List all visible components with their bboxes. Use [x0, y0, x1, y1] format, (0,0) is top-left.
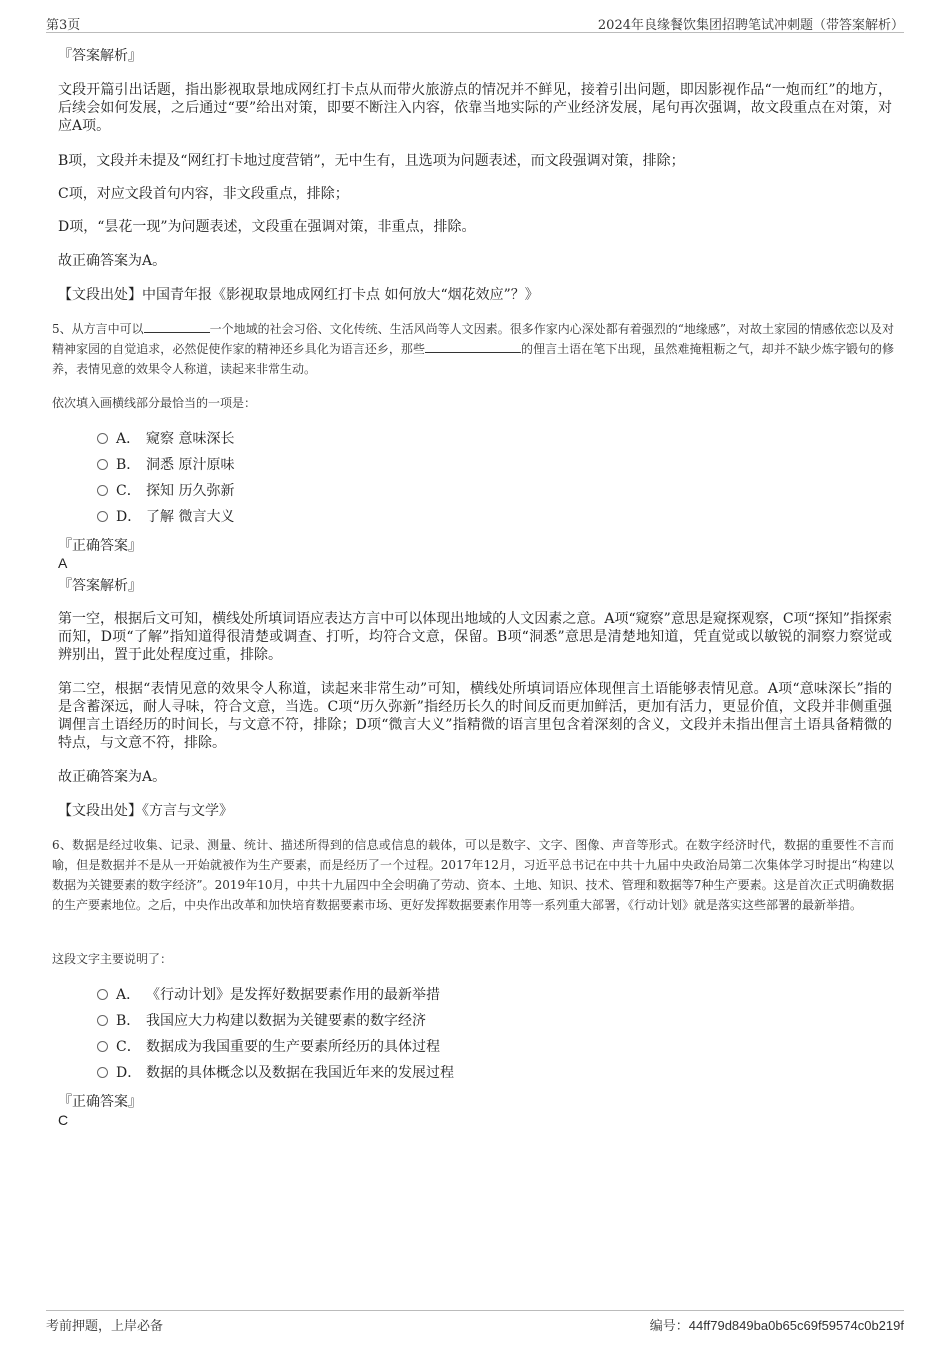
q5-option-a[interactable]: A． 窥察 意味深长 [97, 429, 234, 449]
radio-button-icon[interactable] [97, 1015, 108, 1026]
radio-button-icon[interactable] [97, 485, 108, 496]
footer-slogan: 考前押题，上岸必备 [46, 1319, 164, 1334]
q6-prompt: 这段文字主要说明了： [52, 952, 173, 966]
q5-prompt: 依次填入画横线部分最恰当的一项是： [52, 396, 257, 410]
q5-blank-2 [425, 340, 521, 353]
q4-analysis-paragraph-4: D项，“昙花一现”为问题表述，文段重在强调对策，非重点，排除。 [58, 219, 476, 235]
q5-option-c[interactable]: C． 探知 历久弥新 [97, 481, 234, 501]
q5-correct-answer: A [58, 555, 68, 571]
q4-analysis-paragraph-1: 文段开篇引出话题，指出影视取景地成网红打卡点从而带火旅游点的情况并不鲜见，接着引出问题，即因影视作品“一炮而红”的地方，后续会如何发展，之后通过“要”给出对策，即要不断注入内容，依靠当地实际的产业经济发展，尾句再次强调，故文段重点在对策，对应A项。 [58, 82, 892, 134]
radio-button-icon[interactable] [97, 459, 108, 470]
q5-option-d[interactable]: D． 了解 微言大义 [97, 507, 234, 527]
q5-analysis-conclusion: 故正确答案为A。 [58, 769, 167, 785]
q6-stem: 6、数据是经过收集、记录、测量、统计、描述所得到的信息或信息的载体，可以是数字、文字、图像、声音等形式。在数字经济时代，数据的重要性不言而喻，但是数据并不是从一开始就被作为生产要素，而是经历了一个过程。2017年12月，习近平总书记在中共十九届中央政治局第二次集体学习时提出“构建以数据为关键要素的数字经济”。2019年10月，中共十九届四中全会明确了劳动、资本、土地、知识、技术、管理和数据等7种生产要素。这是首次正式明确数据的生产要素地位。之后，中央作出改革和加快培育数据要素市场、更好发挥数据要素作用等一系列重大部署，《行动计划》就是落实这些部署的最新举措。 [52, 838, 894, 912]
radio-button-icon[interactable] [97, 511, 108, 522]
document-code: 编号：44ff79d849ba0b65c69f59574c0b219f [649, 1318, 904, 1334]
q6-option-d[interactable]: D． 数据的具体概念以及数据在我国近年来的发展过程 [97, 1063, 454, 1083]
q4-analysis-label: 『答案解析』 [58, 48, 142, 64]
q5-correct-label: 『正确答案』 [58, 538, 142, 554]
q5-analysis-paragraph-2: 第二空，根据“表情见意的效果令人称道，读起来非常生动”可知，横线处所填词语应体现俚言土语能够表情见意。A项“意味深长”指的是含蓄深远，耐人寻味，符合文意，当选。C项“历久弥新”指经历长久的时间反而更加鲜活，更加有活力，更显价值，文段并非侧重强调俚言土语经历的时间长，与文意不符，排除；D项“微言大义”指精微的语言里包含着深刻的含义，文段并未指出俚言土语具备精微的特点，与文意不符，排除。 [58, 681, 892, 751]
radio-button-icon[interactable] [97, 1041, 108, 1052]
q6-option-b[interactable]: B． 我国应大力构建以数据为关键要素的数字经济 [97, 1011, 426, 1031]
q5-analysis-paragraph-1: 第一空，根据后文可知，横线处所填词语应表达方言中可以体现出地域的人文因素之意。A项“窥察”意思是窥探观察，C项“探知”指探索而知，D项“了解”指知道得很清楚或调查、打听，均符合文意，保留。B项“洞悉”意思是清楚地知道，凭直觉或以敏锐的洞察力察觉或辨别出，置于此处程度过重，排除。 [58, 611, 892, 663]
q4-analysis-paragraph-3: C项，对应文段首句内容，非文段重点，排除； [58, 186, 349, 202]
q6-correct-answer: C [58, 1112, 69, 1128]
page-header [46, 14, 904, 33]
q6-option-c[interactable]: C． 数据成为我国重要的生产要素所经历的具体过程 [97, 1037, 440, 1057]
q5-analysis-label: 『答案解析』 [58, 578, 142, 594]
q6-option-a[interactable]: A． 《行动计划》是发挥好数据要素作用的最新举措 [97, 985, 440, 1005]
q6-correct-label: 『正确答案』 [58, 1094, 142, 1110]
q5-source: 【文段出处】《方言与文学》 [58, 803, 233, 819]
q5-stem: 5、从方言中可以 一个地域的社会习俗、文化传统、生活风尚等人文因素。很多作家内心深处都有着强烈的“地缘感”，对故土家园的情感依恋以及对精神家园的自觉追求，必然促使作家的精神还乡具化为语言还乡，那些 的俚言土语在笔下出现，虽然难掩粗粝之气，却并不缺少炼字锻句的修养，表情见意的效果令人称道，读起来非常生动。 [52, 322, 894, 376]
q5-blank-1 [144, 320, 210, 333]
q5-option-b[interactable]: B． 洞悉 原汁原味 [97, 455, 234, 475]
q4-analysis-conclusion: 故正确答案为A。 [58, 253, 167, 269]
radio-button-icon[interactable] [97, 433, 108, 444]
radio-button-icon[interactable] [97, 989, 108, 1000]
q4-source: 【文段出处】中国青年报《影视取景地成网红打卡点 如何放大“烟花效应”？》 [58, 287, 539, 303]
page-footer [46, 1310, 904, 1334]
radio-button-icon[interactable] [97, 1067, 108, 1078]
document-title: 2024年良缘餐饮集团招聘笔试冲刺题（带答案解析） [597, 18, 904, 33]
page-number: 第3页 [46, 18, 81, 33]
q4-analysis-paragraph-2: B项，文段并未提及“网红打卡地过度营销”，无中生有，且选项为问题表述，而文段强调对策，排除； [58, 153, 685, 169]
